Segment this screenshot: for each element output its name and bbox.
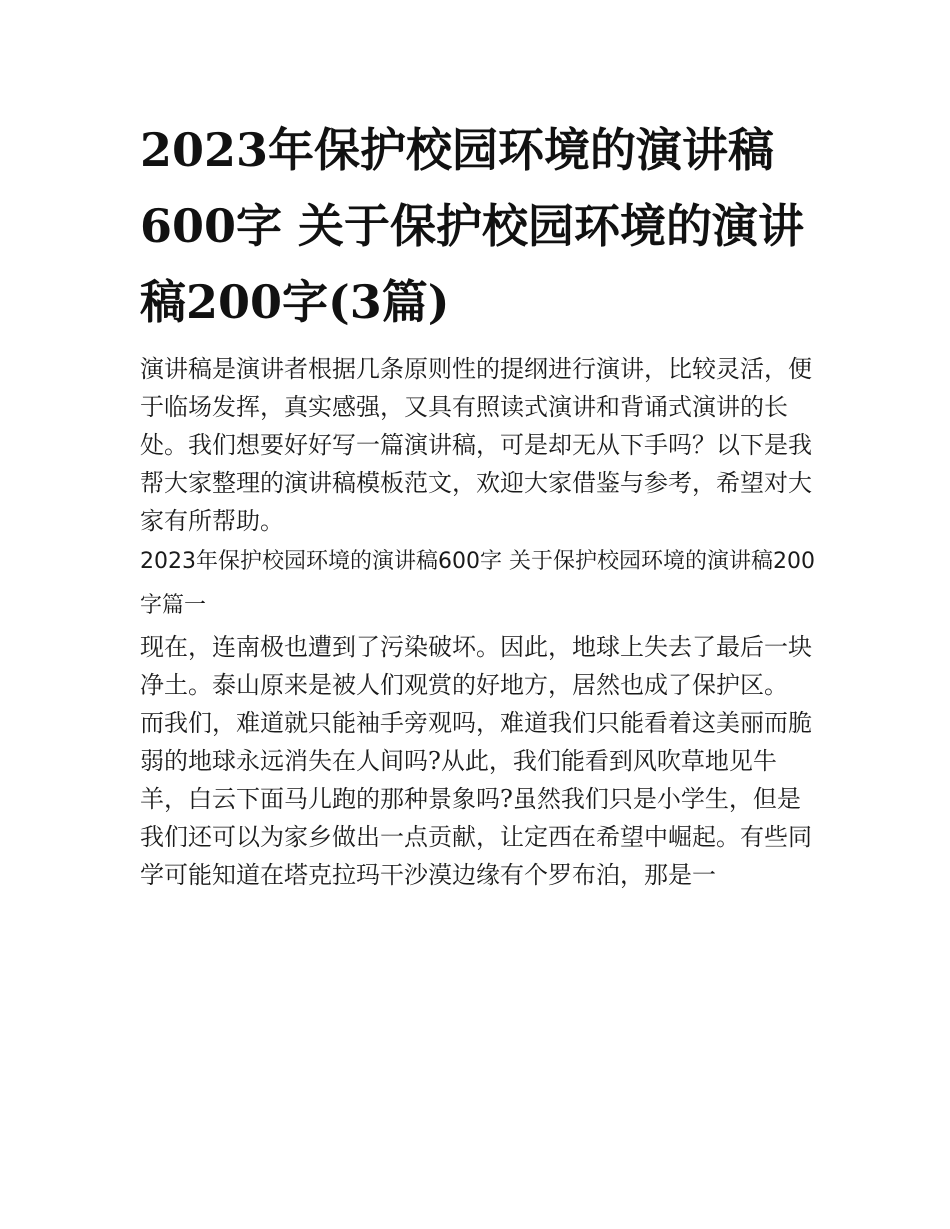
intro-paragraph: 演讲稿是演讲者根据几条原则性的提纲进行演讲，比较灵活，便于临场发挥，真实感强，又具有照读式演讲和背诵式演讲的长处。我们想要好好写一篇演讲稿，可是却无从下手吗？以下是我帮大家整理的演讲稿模板范文，欢迎大家借鉴与参考，希望对大家有所帮助。 [140, 355, 812, 535]
document-title: 2023年保护校园环境的演讲稿600字 关于保护校园环境的演讲稿200字(3篇) [140, 123, 805, 329]
document-body [140, 350, 820, 894]
section-heading: 2023年保护校园环境的演讲稿600字 关于保护校园环境的演讲稿200字篇一 [140, 549, 815, 618]
body-paragraph-1: 现在，连南极也遭到了污染破坏。因此，地球上失去了最后一块净土。泰山原来是被人们观赏的好地方，居然也成了保护区。 [140, 633, 812, 699]
document-page [140, 112, 820, 894]
body-paragraph-2: 而我们，难道就只能袖手旁观吗，难道我们只能看着这美丽而脆弱的地球永远消失在人间吗?从此，我们能看到风吹草地见牛羊，白云下面马儿跑的那种景象吗?虽然我们只是小学生，但是我们还可以为家乡做出一点贡献，让定西在希望中崛起。有些同学可能知道在塔克拉玛干沙漠边缘有个罗布泊，那是一 [140, 709, 812, 889]
